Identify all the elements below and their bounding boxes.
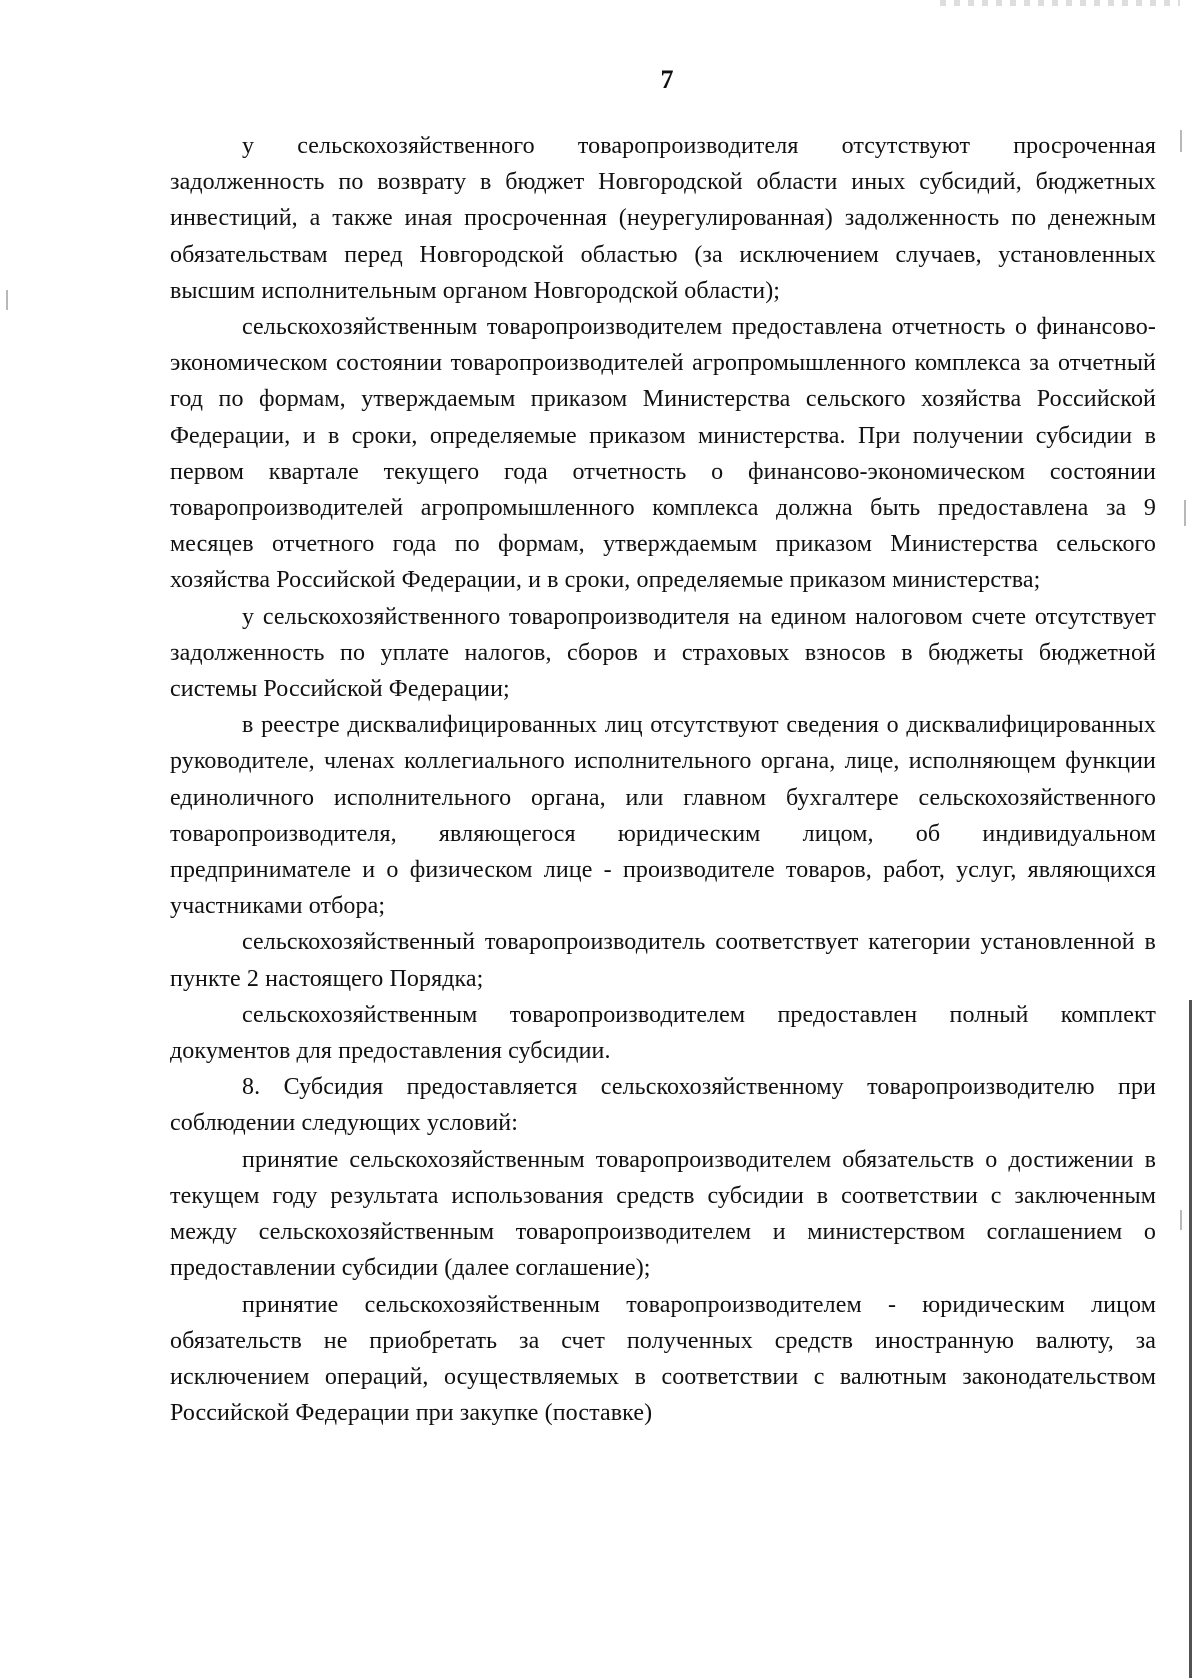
paragraph-no-overdue-debt: у сельскохозяйственного товаропроизводителя отсутствуют просроченная задолженность по возврату в бюджет Новгородской области иных субсидий, бюджетных инвестиций, а также иная просроченная (неурегулированная) задолженность по денежным обязательствам перед Новгородской областью (за исключением случаев, установленных высшим исполнительным органом Новгородской области); (170, 133, 1156, 304)
page-number: 7 (660, 65, 674, 94)
paragraph-category-compliance: сельскохозяйственный товаропроизводитель соответствует категории установленной в пункте 2 настоящего Порядка; (170, 929, 1156, 992)
scan-artifact-top (940, 0, 1180, 6)
scan-artifact-mark (6, 290, 8, 310)
scan-artifact-mark (1180, 130, 1182, 152)
document-body (170, 128, 1156, 1431)
scan-artifact-mark (1184, 500, 1186, 526)
paragraph-financial-reporting: сельскохозяйственным товаропроизводителем предоставлена отчетность о финансово-экономическом состоянии товаропроизводителей агропромышленного комплекса за отчетный год по формам, утверждаемым приказом Министерства сельского хозяйства Российской Федерации, и в сроки, определяемые приказом министерства. При получении субсидии в первом квартале текущего года отчетность о финансово-экономическом состоянии товаропроизводителей агропромышленного комплекса должна быть предоставлена за 9 месяцев отчетного года по формам, утверждаемым приказом Министерства сельского хозяйства Российской Федерации, и в сроки, определяемые приказом министерства; (170, 314, 1156, 594)
paragraph-section-8-conditions: 8. Субсидия предоставляется сельскохозяйственному товаропроизводителю при соблюдении следующих условий: (170, 1074, 1156, 1137)
paragraph-currency-obligation: принятие сельскохозяйственным товаропроизводителем - юридическим лицом обязательств не приобретать за счет полученных средств иностранную валюту, за исключением операций, осуществляемых в соответствии с валютным законодательством Российской Федерации при закупке (поставке) (170, 1291, 1156, 1427)
paragraph-result-obligation: принятие сельскохозяйственным товаропроизводителем обязательств о достижении в текущем году результата использования средств субсидии в соответствии с заключенным между сельскохозяйственным товаропроизводителем и министерством соглашением о предоставлении субсидии (далее соглашение); (170, 1146, 1156, 1282)
scan-artifact-mark (1180, 1210, 1182, 1230)
paragraph-no-tax-debt: у сельскохозяйственного товаропроизводителя на едином налоговом счете отсутствует задолженность по уплате налогов, сборов и страховых взносов в бюджеты бюджетной системы Российской Федерации; (170, 603, 1156, 703)
paragraph-documents-complete: сельскохозяйственным товаропроизводителем предоставлен полный комплект документов для предоставления субсидии. (170, 1001, 1156, 1065)
paragraph-disqualified-persons: в реестре дисквалифицированных лиц отсутствуют сведения о дисквалифицированных руководителе, членах коллегиального исполнительного органа, лице, исполняющем функции единоличного исполнительного органа, или главном бухгалтере сельскохозяйственного товаропроизводителя, являющегося юридическим лицом, об индивидуальном предпринимателе и о физическом лице - производителе товаров, работ, услуг, являющихся участниками отбора; (170, 712, 1156, 920)
scan-artifact-right-edge (1189, 0, 1192, 1678)
